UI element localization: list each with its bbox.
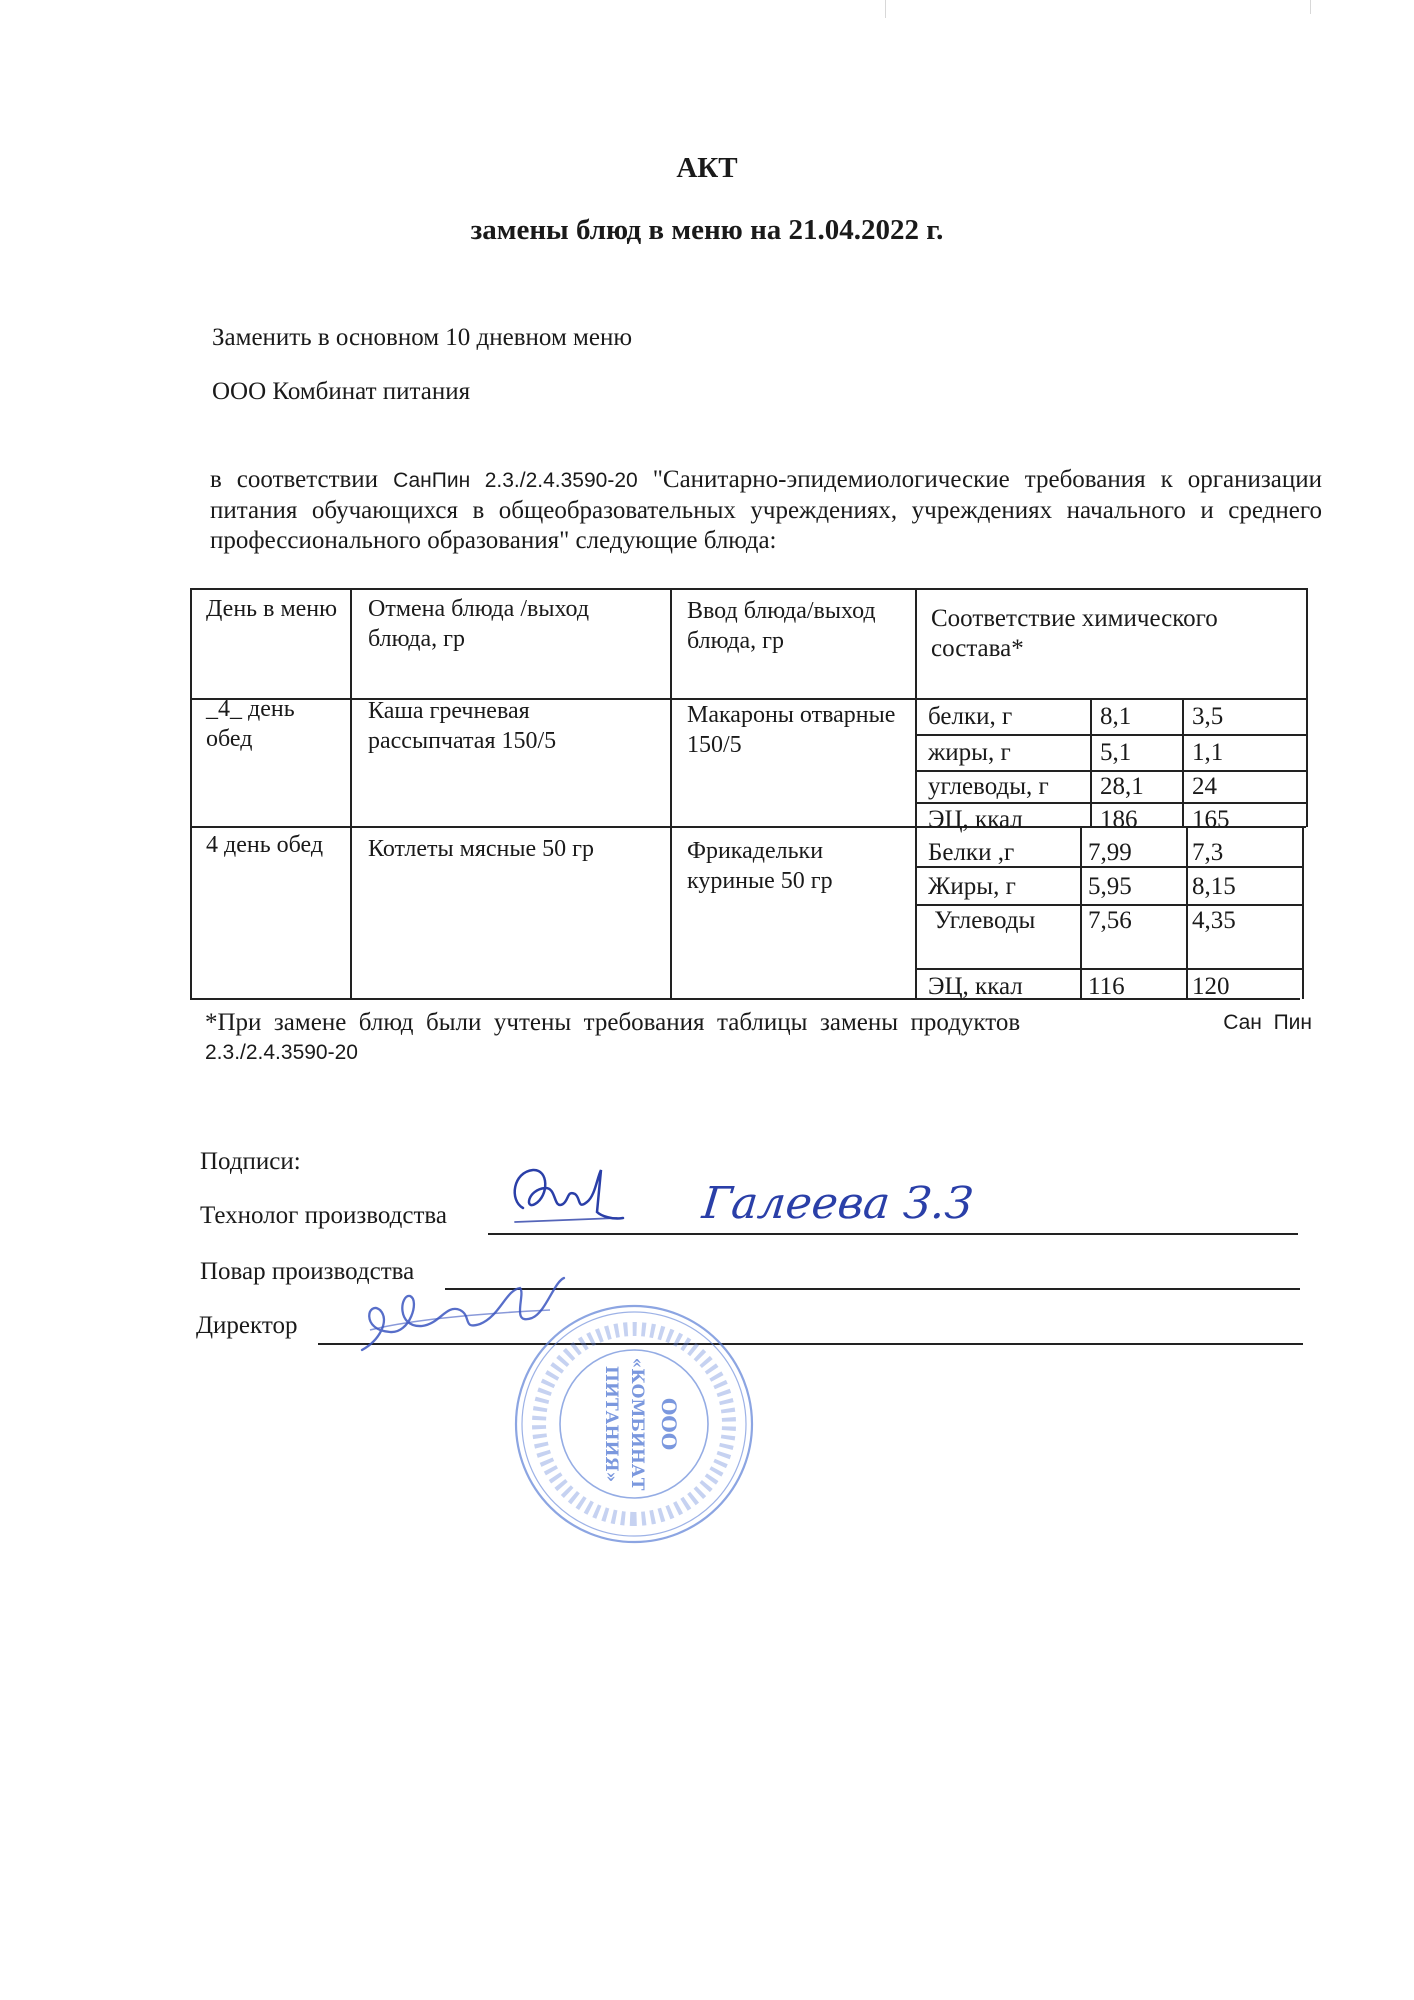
svg-text:«КОМБИНАТ: «КОМБИНАТ (627, 1357, 647, 1491)
footnote-text: *При замене блюд были учтены требования таблицы замены продуктов (205, 1009, 1021, 1036)
nutrient-new: 4,35 (1192, 907, 1236, 934)
nutrient-old: 186 (1100, 806, 1138, 833)
nutrient-new: 8,15 (1192, 873, 1236, 900)
signatures-heading: Подписи: (200, 1148, 301, 1175)
footnote-code-1: Сан Пин (1223, 1011, 1312, 1034)
nutrient-name: жиры, г (928, 739, 1011, 766)
nutrient-new: 7,3 (1192, 839, 1224, 866)
intro-paragraph (210, 465, 1322, 556)
nutrient-new: 1,1 (1192, 739, 1224, 766)
header-day: День в меню (206, 596, 338, 622)
intro-line-2: ООО Комбинат питания (212, 378, 471, 405)
footnote-code-2: 2.3./2.4.3590-20 (205, 1041, 358, 1064)
scan-edge-mark (885, 0, 886, 18)
scan-edge-mark (1310, 0, 1311, 14)
nutrient-name: углеводы, г (928, 773, 1049, 800)
svg-text:ООО: ООО (657, 1397, 681, 1451)
technologist-signature-icon (505, 1160, 625, 1240)
intro-para-code: СанПин 2.3./2.4.3590-20 (393, 469, 638, 492)
signature-label-director: Директор (196, 1312, 298, 1339)
document-title: АКТ (676, 152, 738, 184)
signature-label-cook: Повар производства (200, 1258, 415, 1285)
nutrient-name: белки, г (928, 703, 1013, 730)
row-input-dish: Фрикадельки куриные 50 гр (687, 838, 833, 894)
row-cancel-dish: Котлеты мясные 50 гр (368, 836, 594, 862)
nutrient-name: ЭЦ, ккал (928, 806, 1023, 833)
footnote (205, 1008, 1312, 1068)
nutrient-new: 120 (1192, 973, 1230, 1000)
nutrient-old: 8,1 (1100, 703, 1132, 730)
nutrient-new: 165 (1192, 806, 1230, 833)
document-subtitle: замены блюд в меню на 21.04.2022 г. (470, 214, 944, 246)
nutrient-old: 7,99 (1088, 839, 1132, 866)
nutrient-name: Белки ,г (928, 839, 1015, 866)
row-input-dish: Макароны отварные 150/5 (687, 702, 896, 758)
nutrient-old: 5,1 (1100, 739, 1132, 766)
intro-line-1: Заменить в основном 10 дневном меню (212, 324, 632, 351)
row-day: 4 день обед (206, 832, 324, 858)
row-day: _4_ день обед (206, 696, 295, 752)
svg-text:Галеева З.З: Галеева З.З (700, 1178, 976, 1229)
svg-text:ПИТАНИЯ»: ПИТАНИЯ» (601, 1365, 621, 1483)
header-chem: Соответствие химического состава* (931, 605, 1218, 662)
header-input: Ввод блюда/выход блюда, гр (687, 598, 876, 654)
technologist-name-handwritten (700, 1170, 980, 1240)
nutrient-new: 3,5 (1192, 703, 1224, 730)
company-stamp-icon (508, 1298, 760, 1550)
intro-para-rest: "Санитарно-эпидемиологические требования к организации питания обучающихся в общеобразовательных учреждениях, учреждениях начального и среднего профессионального образования" следующие блюда: (210, 466, 1322, 554)
nutrient-old: 28,1 (1100, 773, 1144, 800)
nutrient-old: 7,56 (1088, 907, 1132, 934)
row-cancel-dish: Каша гречневая рассыпчатая 150/5 (368, 698, 557, 754)
nutrient-old: 5,95 (1088, 873, 1132, 900)
nutrient-name: ЭЦ, ккал (928, 973, 1023, 1000)
nutrient-old: 116 (1088, 973, 1125, 1000)
nutrient-new: 24 (1192, 773, 1217, 800)
nutrient-name: Углеводы (928, 907, 1036, 934)
signature-label-technologist: Технолог производства (200, 1202, 447, 1229)
nutrient-name: Жиры, г (928, 873, 1016, 900)
intro-para-start: в соответствии (210, 466, 394, 493)
header-cancel: Отмена блюда /выход блюда, гр (368, 596, 590, 652)
